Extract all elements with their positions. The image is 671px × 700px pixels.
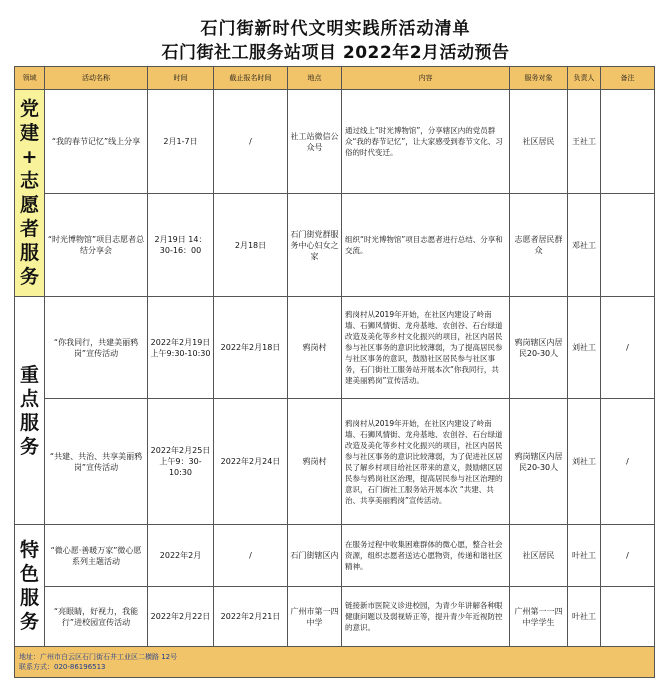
category-char: 务 — [19, 435, 39, 458]
header-cell: 地点 — [288, 67, 342, 90]
activity-place: 广州市第一四中学 — [288, 587, 342, 647]
activity-name: “共建、共治、共享美丽鸦岗”宣传活动 — [45, 399, 148, 525]
activity-deadline: 2022年2月18日 — [214, 297, 288, 399]
activity-owner: 刘社工 — [568, 399, 601, 525]
footer-address: 地址：广州市白云区石门街石井工业区二横路 12号 — [19, 653, 178, 661]
activity-place: 鸦岗村 — [288, 399, 342, 525]
header-cell: 截止报名时间 — [214, 67, 288, 90]
category-key-service — [15, 297, 45, 525]
activity-name: “亮眼睛，好视力，我能行”进校园宣传活动 — [45, 587, 148, 647]
table-row — [15, 194, 655, 297]
activity-target: 社区居民 — [510, 525, 568, 587]
activity-note — [601, 587, 655, 647]
activity-target: 志愿者居民群众 — [510, 194, 568, 297]
activity-content: 在服务过程中收集困难群体的微心愿，整合社会资源，组织志愿者送达心愿物资，传递和谐社区精神。 — [342, 525, 510, 587]
header-cell: 备注 — [601, 67, 655, 90]
category-party-volunteer — [15, 90, 45, 297]
table-row — [15, 297, 655, 399]
category-char: 务 — [19, 610, 39, 633]
activity-deadline: 2022年2月21日 — [214, 587, 288, 647]
table-row — [15, 587, 655, 647]
activity-deadline: 2022年2月24日 — [214, 399, 288, 525]
footer-contact: 联系方式：020-86196513 — [19, 663, 106, 671]
category-char: 重 — [19, 363, 39, 386]
activity-note — [601, 90, 655, 194]
activity-time: 2022年2月 — [148, 525, 214, 587]
activity-place: 石门街党群服务中心妇女之家 — [288, 194, 342, 297]
category-char: 服 — [19, 242, 39, 264]
activity-note — [601, 194, 655, 297]
activity-note: / — [601, 297, 655, 399]
activity-content: 组织“时光博物馆”项目志愿者进行总结、分享和交流。 — [342, 194, 510, 297]
header-cell: 服务对象 — [510, 67, 568, 90]
activity-content: 链接新市医院义诊进校园，为青少年讲解各种眼健康问题以及弱视矫正等，提升青少年近视防控的意识。 — [342, 587, 510, 647]
activity-name: “你我同行，共建美丽鸦岗”宣传活动 — [45, 297, 148, 399]
activity-content: 通过线上“时光博物馆”，分享辖区内的党员群众“我的春节记忆”，让大家感受到春节文化、习俗的时代变迁。 — [342, 90, 510, 194]
header-cell: 内容 — [342, 67, 510, 90]
activity-deadline: / — [214, 525, 288, 587]
category-featured-service — [15, 525, 45, 647]
activity-time: 2022年2月22日 — [148, 587, 214, 647]
activity-note: / — [601, 525, 655, 587]
category-char: 服 — [19, 586, 39, 609]
category-char: + — [21, 146, 38, 168]
activity-owner: 叶社工 — [568, 525, 601, 587]
activity-note: / — [601, 399, 655, 525]
activity-time: 2月1-7日 — [148, 90, 214, 194]
page-subtitle: 石门街社工服务站项目 2022年2月活动预告 — [161, 43, 510, 63]
header-row — [15, 67, 655, 90]
activity-owner: 王社工 — [568, 90, 601, 194]
activity-owner: 邓社工 — [568, 194, 601, 297]
page-title: 石门街新时代文明实践所活动清单 — [200, 19, 471, 39]
category-char: 者 — [19, 218, 39, 240]
activity-owner: 刘社工 — [568, 297, 601, 399]
activity-time: 2022年2月19日上午9:30-10:30 — [148, 297, 214, 399]
category-char: 务 — [19, 266, 39, 288]
activity-time: 2022年2月25日上午9：30-10:30 — [148, 399, 214, 525]
activity-table — [14, 66, 655, 678]
activity-target: 鸦岗辖区内居民20-30人 — [510, 297, 568, 399]
category-char: 建 — [19, 122, 39, 144]
activity-target: 鸦岗辖区内居民20-30人 — [510, 399, 568, 525]
activity-name: “我的春节记忆”线上分享 — [45, 90, 148, 194]
category-char: 点 — [19, 387, 39, 410]
activity-place: 石门街辖区内 — [288, 525, 342, 587]
activity-place: 社工站微信公众号 — [288, 90, 342, 194]
title-block — [0, 18, 671, 64]
activity-target: 广州第一一四中学学生 — [510, 587, 568, 647]
activity-content: 鸦岗村从2019年开始，在社区内建设了岭南墙、石狮风情街、龙舟基地、农创谷、石台绿道改造及美化等乡村文化振兴的项目，社区内居民参与社区事务的意识比较薄弱，为了促进社区居民了解乡村项目给社区带来的意义，鼓励辖区居民参与鸦岗社区治理，提高居民参与社区治理的意识，石门街社工服务站开展本次 “共建、共治、共享美丽鸦岗”宣传活动。 — [342, 399, 510, 525]
activity-time: 2月19日 14：30-16：00 — [148, 194, 214, 297]
footer-cell — [15, 647, 655, 678]
footer-row — [15, 647, 655, 678]
table-row — [15, 399, 655, 525]
category-char: 色 — [19, 562, 39, 585]
activity-target: 社区居民 — [510, 90, 568, 194]
category-char: 党 — [19, 98, 39, 120]
category-char: 愿 — [19, 194, 39, 216]
activity-place: 鸦岗村 — [288, 297, 342, 399]
activity-deadline: 2月18日 — [214, 194, 288, 297]
table-row — [15, 525, 655, 587]
activity-deadline: / — [214, 90, 288, 194]
activity-content: 鸦岗村从2019年开始，在社区内建设了岭南墙、石狮风情街、龙舟基地、农创谷、石台绿道改造及美化等乡村文化振兴的项目，社区内居民参与社区事务的意识比较薄弱，为了提高居民参与社区事务的意识，鼓励社区居民参与社区事务，石门街社工服务站开展本次“你我同行，共建美丽鸦岗”宣传活动。 — [342, 297, 510, 399]
category-char: 服 — [19, 411, 39, 434]
header-cell: 活动名称 — [45, 67, 148, 90]
category-char: 志 — [19, 170, 39, 192]
header-cell: 负责人 — [568, 67, 601, 90]
header-cell: 时间 — [148, 67, 214, 90]
activity-owner: 叶社工 — [568, 587, 601, 647]
header-cell: 领域 — [15, 67, 45, 90]
activity-name: “微心愿·善暖万家”微心愿系列主题活动 — [45, 525, 148, 587]
table-row — [15, 90, 655, 194]
activity-name: “时光博物馆”项目志愿者总结分享会 — [45, 194, 148, 297]
category-char: 特 — [19, 538, 39, 561]
